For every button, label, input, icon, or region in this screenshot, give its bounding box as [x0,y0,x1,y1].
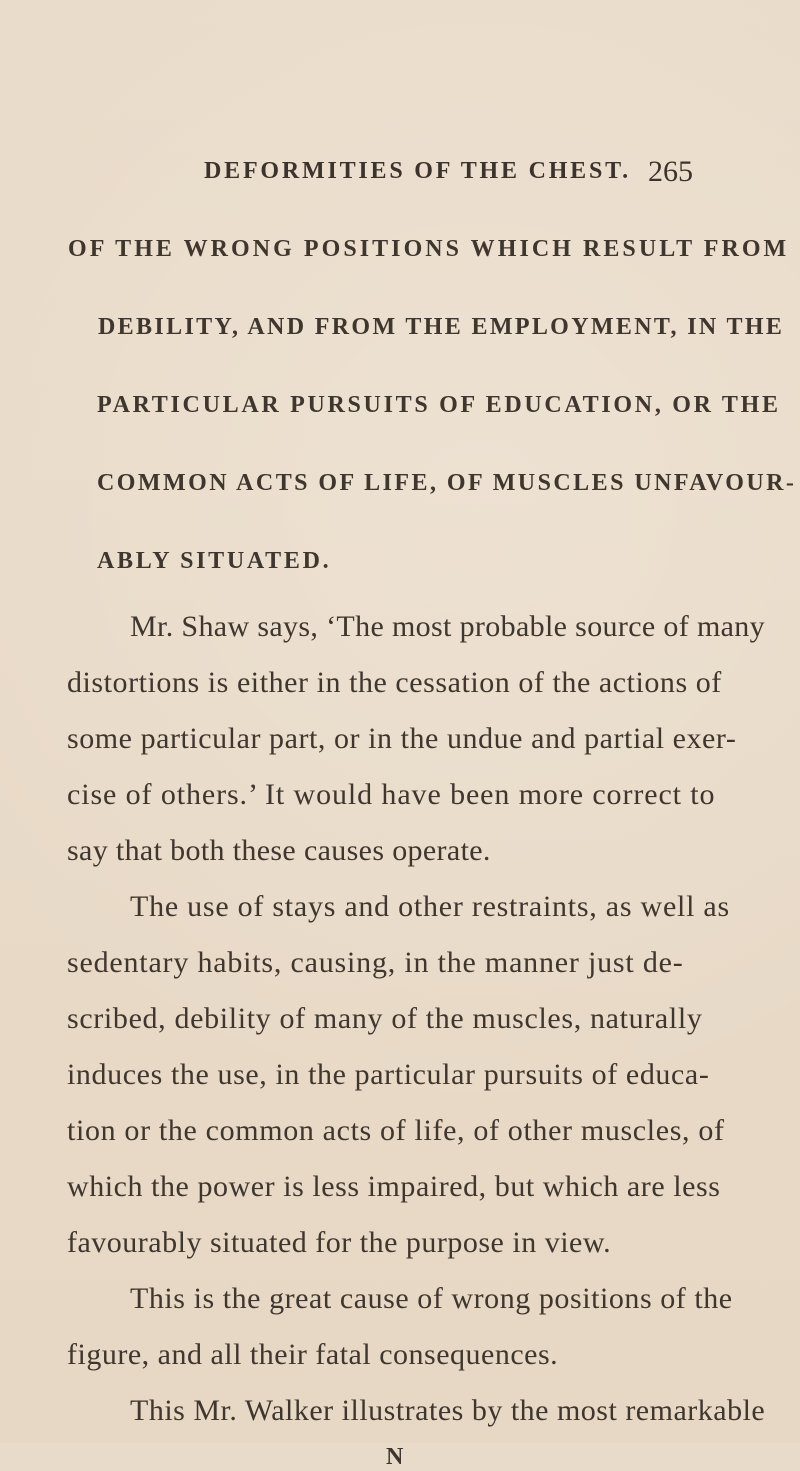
paragraph-2-line-3: scribed, debility of many of the muscles, naturally [67,1002,703,1035]
paragraph-2-line-5: tion or the common acts of life, of other muscles, of [67,1114,725,1147]
running-head-title: DEFORMITIES OF THE CHEST. [204,158,631,184]
paragraph-2-line-6: which the power is less impaired, but which are less [67,1170,721,1203]
paragraph-2-line-7-hidden: favourably situated for the purpose in view. [67,1226,612,1259]
section-heading-line-2: DEBILITY, AND FROM THE EMPLOYMENT, IN THE [98,314,785,340]
section-heading-line-3: PARTICULAR PURSUITS OF EDUCATION, OR THE [97,392,781,418]
paragraph-2-line-1: The use of stays and other restraints, as well as [130,890,730,923]
paragraph-3-line-1-hidden: This is the great cause of wrong positions of the [130,1282,733,1315]
paragraph-1-line-3: some particular part, or in the undue and partial exer- [67,722,737,755]
paragraph-2-line-4: induces the use, in the particular pursuits of educa- [67,1058,710,1091]
paragraph-4-line-1-hidden: This Mr. Walker illustrates by the most remarkable [130,1394,766,1427]
paragraph-1-line-4: cise of others.’ It would have been more correct to [67,778,716,811]
signature-letter-hidden: N [386,1444,404,1470]
paragraph-1-line-1: Mr. Shaw says, ‘The most probable source of many [130,610,766,643]
paragraph-3-line-2-hidden: figure, and all their fatal consequences. [67,1338,559,1371]
page-number: 265 [648,155,693,188]
paragraph-1-line-2: distortions is either in the cessation of the actions of [67,666,722,699]
paragraph-2-line-2: sedentary habits, causing, in the manner just de- [67,946,684,979]
section-heading-line-1: OF THE WRONG POSITIONS WHICH RESULT FROM [68,236,790,262]
section-heading-line-5: ABLY SITUATED. [97,548,332,574]
paragraph-1-line-5: say that both these causes operate. [67,834,491,867]
section-heading-line-4: COMMON ACTS OF LIFE, OF MUSCLES UNFAVOUR- [97,470,797,496]
